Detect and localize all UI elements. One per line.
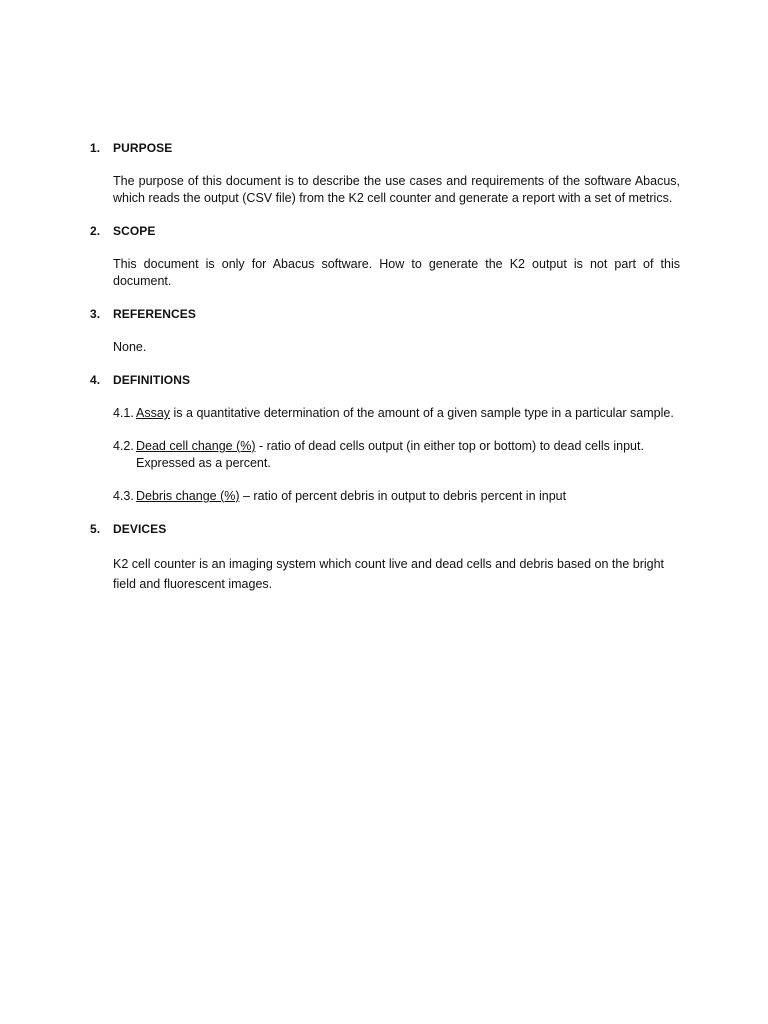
definition-term: Dead cell change (%) (136, 439, 256, 453)
definition-number: 4.3. (113, 489, 134, 503)
section-number: 5. (90, 522, 101, 536)
section-title: REFERENCES (113, 307, 197, 321)
spacer (90, 505, 680, 521)
section-paragraph-devices: K2 cell counter is an imaging system which count live and dead cells and debris based on the bright field and fluorescent images. (113, 557, 665, 591)
definition-term: Assay (136, 406, 171, 420)
section-paragraph-scope: This document is only for Abacus software. How to generate the K2 output is not part of this document. (113, 257, 680, 288)
document-body (90, 140, 680, 610)
section-title: DEFINITIONS (113, 373, 191, 387)
section-paragraph-references: None. (113, 340, 147, 354)
section-number: 3. (90, 307, 101, 321)
section-heading-purpose (90, 140, 680, 157)
definition-item-debris-change (113, 488, 680, 505)
definition-description: – ratio of percent debris in output to debris percent in input (239, 489, 567, 503)
definition-term: Debris change (%) (136, 489, 240, 503)
section-number: 1. (90, 141, 101, 155)
definition-text (136, 488, 680, 505)
definition-text (136, 405, 680, 422)
section-title: DEVICES (113, 522, 167, 536)
section-title: SCOPE (113, 224, 156, 238)
section-number: 2. (90, 224, 101, 238)
section-heading-devices (90, 521, 680, 538)
definition-description: - ratio of dead cells output (in either top or bottom) to dead cells input. Expressed as a percent. (136, 439, 644, 470)
definition-number: 4.1. (113, 406, 134, 420)
definition-item-assay (113, 405, 680, 422)
section-heading-scope (90, 223, 680, 240)
definition-text (136, 438, 680, 472)
section-heading-definitions (90, 372, 680, 389)
section-paragraph-purpose: The purpose of this document is to describe the use cases and requirements of the software Abacus, which reads the output (CSV file) from the K2 cell counter and generate a report with a set of metrics. (113, 174, 680, 205)
section-heading-references (90, 306, 680, 323)
definition-number: 4.2. (113, 439, 134, 453)
section-title: PURPOSE (113, 141, 173, 155)
definition-item-dead-cell-change (113, 438, 680, 472)
section-number: 4. (90, 373, 101, 387)
definition-description: is a quantitative determination of the amount of a given sample type in a particular sample. (170, 406, 674, 420)
